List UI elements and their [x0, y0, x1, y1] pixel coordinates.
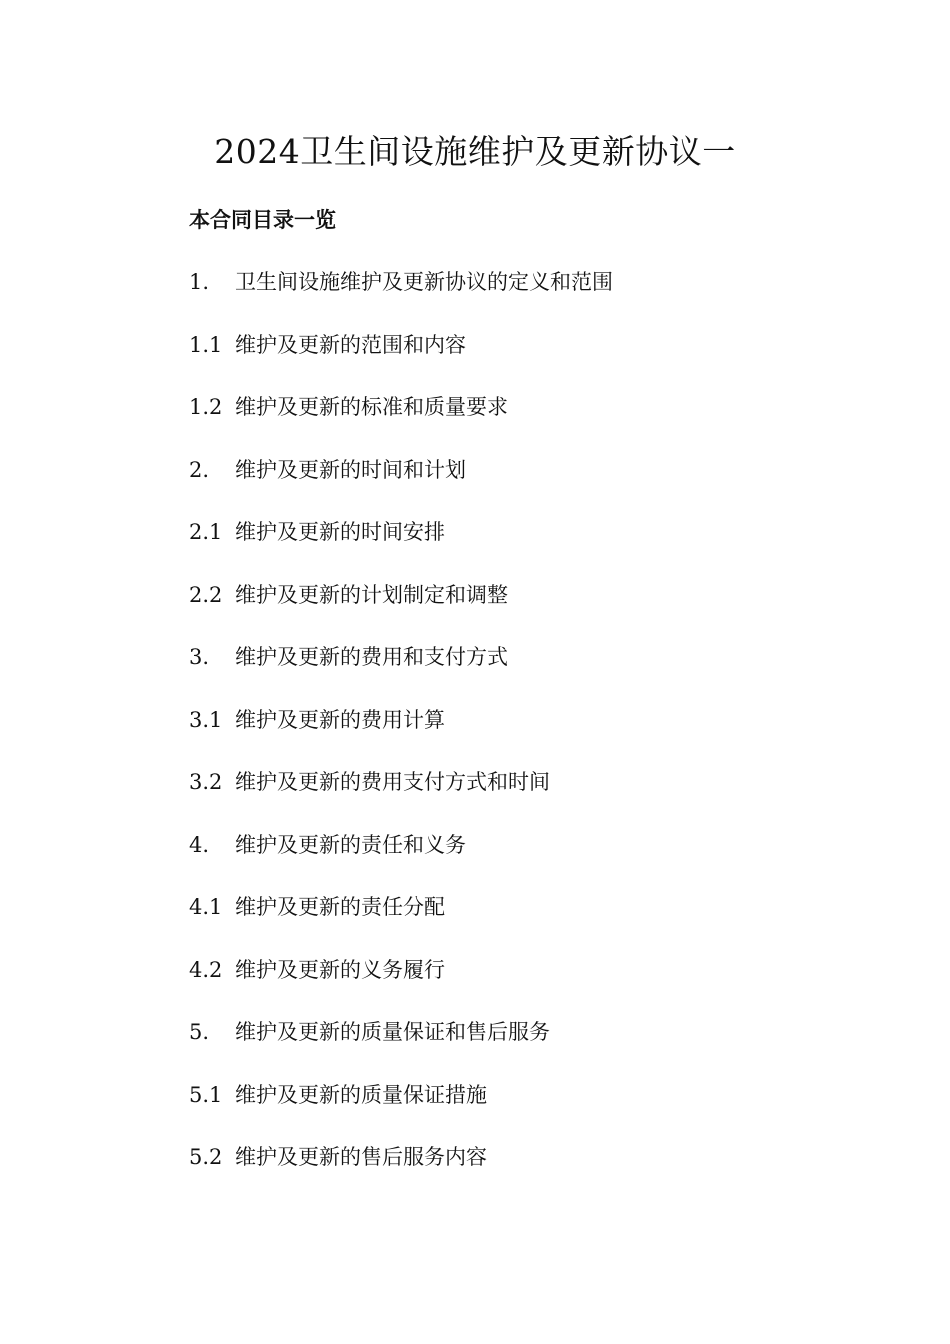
toc-item-number: 5.2: [189, 1145, 223, 1169]
toc-item: [189, 1016, 613, 1079]
toc-item-number: 5.: [189, 1020, 210, 1044]
toc-item-number: 4.: [189, 832, 210, 857]
toc-item: [189, 391, 613, 454]
toc-item: [189, 829, 613, 892]
toc-item: [189, 641, 613, 704]
toc-item-text: 维护及更新的售后服务内容: [235, 1145, 487, 1169]
toc-item-number: 1.2: [189, 395, 223, 419]
toc-item-number: 3.: [189, 645, 210, 669]
toc-item: [189, 266, 613, 329]
toc-item: [189, 704, 613, 767]
toc-item-number: 4.1: [189, 895, 223, 919]
toc-item-number: 1.: [189, 270, 210, 294]
toc-item-number: 4.2: [189, 957, 223, 982]
toc-item-number: 1.1: [189, 332, 223, 357]
toc-item-text: 维护及更新的范围和内容: [235, 332, 466, 357]
toc-item: [189, 454, 613, 517]
toc-item-text: 维护及更新的费用支付方式和时间: [235, 770, 550, 794]
toc-item-text: 维护及更新的时间和计划: [235, 457, 466, 482]
toc-list: [189, 266, 613, 1204]
toc-item: [189, 954, 613, 1017]
toc-item-text: 卫生间设施维护及更新协议的定义和范围: [235, 270, 613, 294]
document-title: 2024卫生间设施维护及更新协议一: [214, 132, 736, 171]
toc-item: [189, 891, 613, 954]
toc-item: [189, 1141, 613, 1204]
toc-item: [189, 579, 613, 642]
toc-item-text: 维护及更新的质量保证措施: [235, 1082, 487, 1107]
toc-item-text: 维护及更新的时间安排: [235, 520, 445, 544]
toc-item-text: 维护及更新的质量保证和售后服务: [235, 1020, 550, 1044]
toc-item: [189, 329, 613, 392]
toc-item-text: 维护及更新的责任分配: [235, 895, 445, 919]
toc-item-text: 维护及更新的费用和支付方式: [235, 645, 508, 669]
toc-item-text: 维护及更新的责任和义务: [235, 832, 466, 857]
toc-item-number: 3.2: [189, 770, 223, 794]
toc-item-text: 维护及更新的计划制定和调整: [235, 582, 508, 607]
toc-item-number: 2.: [189, 457, 210, 482]
toc-item-number: 2.1: [189, 520, 223, 544]
toc-item-text: 维护及更新的标准和质量要求: [235, 395, 508, 419]
toc-item: [189, 766, 613, 829]
toc-item-number: 2.2: [189, 582, 223, 607]
toc-item: [189, 1079, 613, 1142]
toc-heading: 本合同目录一览: [189, 207, 336, 232]
toc-item-number: 5.1: [189, 1082, 223, 1107]
toc-item: [189, 516, 613, 579]
toc-item-text: 维护及更新的义务履行: [235, 957, 445, 982]
toc-item-text: 维护及更新的费用计算: [235, 707, 445, 732]
toc-item-number: 3.1: [189, 707, 223, 732]
